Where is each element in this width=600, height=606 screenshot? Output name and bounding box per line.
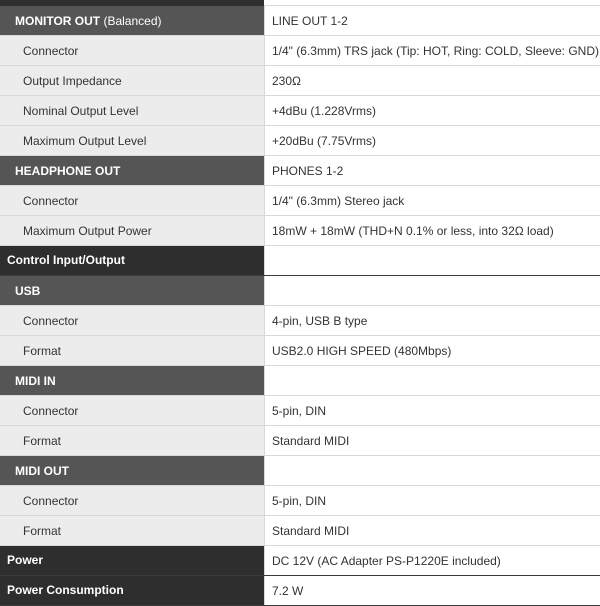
spec-label-text: MONITOR OUT [15, 13, 101, 28]
spec-row-power-consumption [0, 576, 600, 606]
spec-label: Connector [0, 186, 264, 215]
spec-label-note: (Balanced) [103, 13, 162, 28]
spec-row [0, 516, 600, 546]
spec-value: +4dBu (1.228Vrms) [264, 96, 600, 125]
spec-row [0, 216, 600, 246]
spec-value [264, 366, 600, 395]
spec-row-usb [0, 276, 600, 306]
spec-label: MIDI IN [0, 366, 264, 395]
spec-row-headphone-out [0, 156, 600, 186]
spec-row [0, 306, 600, 336]
spec-label: Maximum Output Level [0, 126, 264, 155]
spec-label: Format [0, 426, 264, 455]
spec-value: Standard MIDI [264, 426, 600, 455]
spec-label: Format [0, 516, 264, 545]
spec-label [0, 6, 264, 35]
spec-row [0, 336, 600, 366]
spec-row [0, 426, 600, 456]
spec-label: Maximum Output Power [0, 216, 264, 245]
spec-row [0, 36, 600, 66]
spec-label: Connector [0, 396, 264, 425]
spec-value [264, 276, 600, 305]
spec-value: +20dBu (7.75Vrms) [264, 126, 600, 155]
spec-row [0, 486, 600, 516]
spec-label: Format [0, 336, 264, 365]
spec-row [0, 126, 600, 156]
spec-row-midi-in [0, 366, 600, 396]
spec-value: 4-pin, USB B type [264, 306, 600, 335]
spec-value: Standard MIDI [264, 516, 600, 545]
spec-label: USB [0, 276, 264, 305]
spec-row [0, 186, 600, 216]
spec-label: HEADPHONE OUT [0, 156, 264, 185]
spec-label: Connector [0, 486, 264, 515]
spec-value: 1/4" (6.3mm) Stereo jack [264, 186, 600, 215]
spec-value: PHONES 1-2 [264, 156, 600, 185]
spec-value: USB2.0 HIGH SPEED (480Mbps) [264, 336, 600, 365]
spec-value: DC 12V (AC Adapter PS-P1220E included) [264, 546, 600, 575]
spec-label: Connector [0, 36, 264, 65]
spec-label: MIDI OUT [0, 456, 264, 485]
spec-category-label: Power [0, 546, 264, 575]
spec-value: 7.2 W [264, 576, 600, 605]
spec-label: Nominal Output Level [0, 96, 264, 125]
spec-value: 1/4" (6.3mm) TRS jack (Tip: HOT, Ring: COLD, Sleeve: GND) [264, 36, 600, 65]
spec-value: 230Ω [264, 66, 600, 95]
spec-label: Connector [0, 306, 264, 335]
spec-value [264, 456, 600, 485]
spec-row-midi-out [0, 456, 600, 486]
spec-value [264, 246, 600, 275]
spec-value: 5-pin, DIN [264, 486, 600, 515]
spec-label: Output Impedance [0, 66, 264, 95]
spec-row [0, 396, 600, 426]
spec-row [0, 96, 600, 126]
spec-value: LINE OUT 1-2 [264, 6, 600, 35]
spec-category-label: Power Consumption [0, 576, 264, 605]
spec-row-monitor-out [0, 6, 600, 36]
spec-value: 5-pin, DIN [264, 396, 600, 425]
spec-category-label: Control Input/Output [0, 246, 264, 275]
spec-row-control-io [0, 246, 600, 276]
spec-row-power [0, 546, 600, 576]
spec-value: 18mW + 18mW (THD+N 0.1% or less, into 32Ω load) [264, 216, 600, 245]
spec-row [0, 66, 600, 96]
